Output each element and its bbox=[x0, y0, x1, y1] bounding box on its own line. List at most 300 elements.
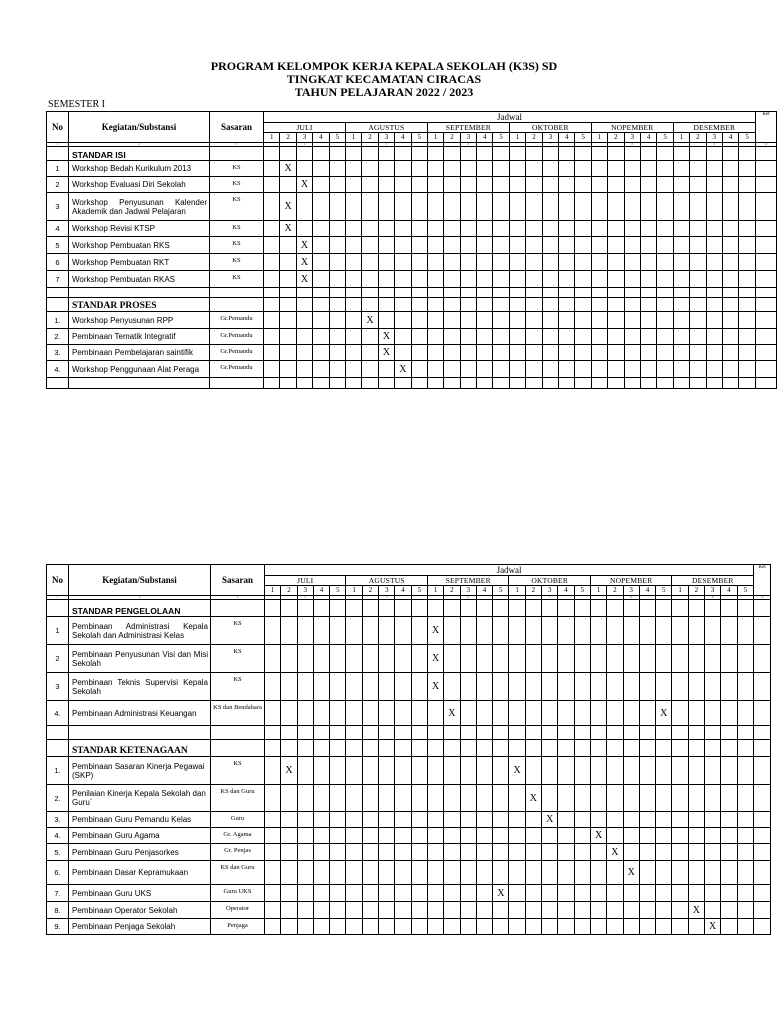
activity-name: Workshop Pembuatan RKAS bbox=[69, 271, 210, 288]
empty-cell bbox=[427, 378, 443, 389]
schedule-cell bbox=[460, 237, 476, 254]
schedule-cell bbox=[329, 271, 345, 288]
empty-cell bbox=[624, 147, 640, 161]
activity-row bbox=[47, 193, 777, 221]
schedule-cell bbox=[362, 237, 378, 254]
schedule-cell bbox=[607, 645, 623, 673]
row-number: 4. bbox=[47, 361, 69, 378]
empty-cell bbox=[264, 298, 280, 312]
schedule-cell bbox=[296, 161, 312, 177]
empty-cell bbox=[395, 600, 411, 617]
week-number: 3 bbox=[623, 586, 639, 596]
week-number: 3 bbox=[296, 133, 312, 143]
activity-name: Pembinaan Administrasi Kepala Sekolah dan Administrasi Kelas bbox=[69, 617, 211, 645]
schedule-cell bbox=[640, 237, 656, 254]
schedule-cell bbox=[395, 329, 411, 345]
schedule-cell bbox=[672, 828, 688, 844]
schedule-cell bbox=[509, 812, 525, 828]
empty-cell bbox=[444, 600, 460, 617]
schedule-cell bbox=[526, 237, 542, 254]
empty-cell bbox=[755, 298, 776, 312]
section-row bbox=[47, 740, 771, 757]
empty-cell bbox=[281, 726, 297, 740]
schedule-cell bbox=[460, 812, 476, 828]
empty-cell bbox=[673, 147, 689, 161]
column-index: 12 bbox=[755, 143, 776, 147]
week-number: 5 bbox=[575, 133, 591, 143]
empty-cell bbox=[542, 298, 558, 312]
activity-row bbox=[47, 885, 771, 902]
schedule-cell bbox=[477, 312, 493, 329]
schedule-cell bbox=[591, 193, 607, 221]
schedule-cell bbox=[739, 361, 756, 378]
schedule-cell bbox=[525, 812, 541, 828]
schedule-cell bbox=[608, 271, 624, 288]
schedule-cell bbox=[493, 177, 509, 193]
schedule-cell bbox=[558, 812, 574, 828]
schedule-cell bbox=[476, 885, 492, 902]
week-number: 4 bbox=[639, 586, 655, 596]
schedule-cell bbox=[313, 812, 329, 828]
target-audience: Gr.Pemandu bbox=[210, 361, 264, 378]
schedule-cell bbox=[673, 177, 689, 193]
empty-cell bbox=[672, 600, 688, 617]
schedule-cell bbox=[509, 177, 525, 193]
schedule-cell bbox=[575, 161, 591, 177]
document-title-block bbox=[0, 60, 768, 99]
empty-cell bbox=[525, 740, 541, 757]
schedule-cell bbox=[264, 237, 280, 254]
ket-cell bbox=[755, 312, 776, 329]
ket-cell bbox=[754, 812, 771, 828]
schedule-cell bbox=[722, 254, 738, 271]
month-header: NOPEMBER bbox=[590, 576, 671, 586]
schedule-cell bbox=[688, 812, 704, 828]
schedule-cell bbox=[574, 844, 590, 861]
schedule-cell bbox=[460, 221, 476, 237]
empty-cell bbox=[739, 378, 756, 389]
schedule-cell bbox=[706, 237, 722, 254]
schedule-cell bbox=[590, 785, 606, 812]
schedule-mark: X bbox=[542, 812, 558, 828]
row-number: 4 bbox=[47, 221, 69, 237]
schedule-cell bbox=[558, 785, 574, 812]
section-row bbox=[47, 147, 777, 161]
column-index: 6 bbox=[460, 143, 476, 147]
schedule-cell bbox=[329, 221, 345, 237]
schedule-cell bbox=[558, 828, 574, 844]
schedule-cell bbox=[690, 345, 706, 361]
activity-name: Pembinaan Sasaran Kinerja Pegawai (SKP) bbox=[69, 757, 211, 785]
schedule-cell bbox=[590, 885, 606, 902]
schedule-cell bbox=[476, 812, 492, 828]
target-audience: Gr.Pemandu bbox=[210, 345, 264, 361]
empty-cell bbox=[656, 600, 672, 617]
schedule-cell bbox=[313, 902, 329, 919]
schedule-cell bbox=[509, 701, 525, 726]
schedule-cell bbox=[526, 177, 542, 193]
schedule-cell bbox=[542, 673, 558, 701]
schedule-cell bbox=[672, 673, 688, 701]
target-audience: Gr.Pemandu bbox=[210, 312, 264, 329]
schedule-cell bbox=[362, 193, 378, 221]
schedule-cell bbox=[378, 254, 394, 271]
empty-cell bbox=[362, 298, 378, 312]
activity-name: Penilaian Kinerja Kepala Sekolah dan Guru` bbox=[69, 785, 211, 812]
schedule-cell bbox=[477, 193, 493, 221]
schedule-cell bbox=[509, 161, 525, 177]
week-number: 1 bbox=[591, 133, 607, 143]
schedule-cell bbox=[623, 902, 639, 919]
activity-row bbox=[47, 828, 771, 844]
empty-cell bbox=[47, 726, 69, 740]
schedule-cell bbox=[313, 271, 329, 288]
schedule-cell bbox=[739, 193, 756, 221]
month-header: DESEMBER bbox=[673, 123, 755, 133]
empty-cell bbox=[559, 378, 575, 389]
empty-cell bbox=[313, 378, 329, 389]
schedule-cell bbox=[525, 757, 541, 785]
schedule-cell bbox=[297, 885, 313, 902]
week-number: 5 bbox=[493, 586, 509, 596]
empty-cell bbox=[639, 726, 655, 740]
empty-cell bbox=[673, 298, 689, 312]
column-index: 7 bbox=[542, 596, 558, 600]
schedule-cell bbox=[590, 673, 606, 701]
schedule-cell bbox=[296, 345, 312, 361]
empty-cell bbox=[590, 726, 606, 740]
schedule-cell bbox=[330, 757, 346, 785]
schedule-cell bbox=[526, 254, 542, 271]
empty-cell bbox=[477, 147, 493, 161]
empty-cell bbox=[688, 740, 704, 757]
schedule-cell bbox=[640, 193, 656, 221]
empty-cell bbox=[296, 378, 312, 389]
schedule-cell bbox=[444, 645, 460, 673]
schedule-cell bbox=[739, 161, 756, 177]
schedule-cell bbox=[346, 617, 362, 645]
empty-cell bbox=[297, 726, 313, 740]
column-index: 5 bbox=[379, 596, 395, 600]
empty-cell bbox=[542, 726, 558, 740]
empty-cell bbox=[345, 147, 361, 161]
week-number: 3 bbox=[460, 586, 476, 596]
schedule-cell bbox=[493, 919, 509, 935]
schedule-cell bbox=[639, 785, 655, 812]
schedule-cell bbox=[411, 237, 427, 254]
schedule-cell bbox=[673, 329, 689, 345]
week-number: 3 bbox=[542, 133, 558, 143]
schedule-cell bbox=[313, 701, 329, 726]
schedule-cell bbox=[460, 271, 476, 288]
schedule-cell bbox=[623, 919, 639, 935]
schedule-cell bbox=[281, 861, 297, 885]
schedule-cell bbox=[264, 254, 280, 271]
schedule-cell bbox=[591, 237, 607, 254]
schedule-cell bbox=[509, 361, 525, 378]
schedule-cell bbox=[656, 919, 672, 935]
empty-cell bbox=[739, 288, 756, 298]
schedule-cell bbox=[690, 271, 706, 288]
empty-cell bbox=[574, 740, 590, 757]
empty-cell bbox=[509, 600, 525, 617]
schedule-mark: X bbox=[296, 271, 312, 288]
week-number: 5 bbox=[737, 586, 754, 596]
schedule-cell bbox=[444, 221, 460, 237]
schedule-cell bbox=[444, 193, 460, 221]
activity-name: Workshop Penyusunan Kalender Akademik dan Jadwal Pelajaran bbox=[69, 193, 210, 221]
schedule-cell bbox=[265, 757, 281, 785]
schedule-cell bbox=[739, 271, 756, 288]
schedule-cell bbox=[444, 861, 460, 885]
column-header-ket: Ket bbox=[755, 112, 776, 143]
target-audience: KS dan Guru bbox=[211, 785, 265, 812]
schedule-cell bbox=[460, 785, 476, 812]
week-number: 5 bbox=[739, 133, 756, 143]
schedule-cell bbox=[672, 785, 688, 812]
week-number: 4 bbox=[476, 586, 492, 596]
schedule-cell bbox=[329, 177, 345, 193]
week-number: 1 bbox=[509, 133, 525, 143]
schedule-cell bbox=[639, 861, 655, 885]
schedule-cell bbox=[737, 757, 754, 785]
target-audience: KS bbox=[210, 271, 264, 288]
schedule-cell bbox=[542, 828, 558, 844]
schedule-cell bbox=[411, 885, 427, 902]
empty-cell bbox=[591, 288, 607, 298]
schedule-cell bbox=[362, 828, 378, 844]
schedule-cell bbox=[525, 885, 541, 902]
schedule-cell bbox=[460, 645, 476, 673]
schedule-cell bbox=[395, 673, 411, 701]
schedule-cell bbox=[264, 177, 280, 193]
activity-name: Workshop Revisi KTSP bbox=[69, 221, 210, 237]
schedule-cell bbox=[608, 345, 624, 361]
schedule-cell bbox=[542, 254, 558, 271]
ket-cell bbox=[754, 785, 771, 812]
empty-cell bbox=[526, 378, 542, 389]
schedule-cell bbox=[330, 885, 346, 902]
schedule-cell bbox=[427, 844, 443, 861]
week-number: 5 bbox=[411, 586, 427, 596]
empty-cell bbox=[690, 288, 706, 298]
schedule-cell bbox=[705, 645, 721, 673]
schedule-cell bbox=[705, 785, 721, 812]
schedule-cell bbox=[378, 237, 394, 254]
empty-cell bbox=[657, 378, 673, 389]
schedule-cell bbox=[493, 701, 509, 726]
schedule-cell bbox=[444, 902, 460, 919]
schedule-cell bbox=[673, 161, 689, 177]
empty-cell bbox=[362, 288, 378, 298]
ket-cell bbox=[754, 673, 771, 701]
schedule-cell bbox=[640, 345, 656, 361]
schedule-cell bbox=[509, 329, 525, 345]
empty-cell bbox=[639, 740, 655, 757]
month-header: AGUSTUS bbox=[345, 123, 427, 133]
schedule-cell bbox=[525, 617, 541, 645]
schedule-cell bbox=[330, 919, 346, 935]
week-number: 3 bbox=[379, 586, 395, 596]
ket-cell bbox=[754, 617, 771, 645]
schedule-cell bbox=[330, 673, 346, 701]
schedule-cell bbox=[640, 361, 656, 378]
schedule-cell bbox=[624, 161, 640, 177]
schedule-cell bbox=[690, 254, 706, 271]
column-index: 12 bbox=[754, 596, 771, 600]
row-number: 3. bbox=[47, 345, 69, 361]
schedule-cell bbox=[313, 177, 329, 193]
schedule-cell bbox=[493, 828, 509, 844]
schedule-cell bbox=[575, 193, 591, 221]
schedule-cell bbox=[330, 844, 346, 861]
ket-cell bbox=[754, 828, 771, 844]
schedule-cell bbox=[722, 312, 738, 329]
empty-cell bbox=[624, 298, 640, 312]
schedule-cell bbox=[411, 193, 427, 221]
schedule-cell bbox=[722, 329, 738, 345]
schedule-cell bbox=[737, 701, 754, 726]
empty-cell bbox=[411, 298, 427, 312]
schedule-cell bbox=[264, 329, 280, 345]
schedule-cell bbox=[574, 812, 590, 828]
schedule-cell bbox=[378, 221, 394, 237]
empty-cell bbox=[313, 288, 329, 298]
schedule-cell bbox=[411, 617, 427, 645]
schedule-cell bbox=[329, 312, 345, 329]
schedule-cell bbox=[411, 345, 427, 361]
activity-row bbox=[47, 617, 771, 645]
schedule-cell bbox=[460, 254, 476, 271]
row-number: 2. bbox=[47, 329, 69, 345]
empty-cell bbox=[47, 288, 69, 298]
schedule-cell bbox=[395, 919, 411, 935]
empty-cell bbox=[362, 726, 378, 740]
schedule-cell bbox=[265, 701, 281, 726]
empty-cell bbox=[721, 740, 737, 757]
activity-name: Pembinaan Dasar Kepramukaan bbox=[69, 861, 211, 885]
schedule-cell bbox=[427, 254, 443, 271]
schedule-cell bbox=[411, 254, 427, 271]
empty-cell bbox=[705, 600, 721, 617]
schedule-cell bbox=[639, 757, 655, 785]
schedule-cell bbox=[427, 701, 443, 726]
empty-cell bbox=[280, 147, 296, 161]
row-number: 3 bbox=[47, 193, 69, 221]
column-index: 5 bbox=[378, 143, 394, 147]
schedule-cell bbox=[346, 701, 362, 726]
schedule-cell bbox=[574, 757, 590, 785]
month-header: JULI bbox=[265, 576, 346, 586]
schedule-cell bbox=[346, 828, 362, 844]
empty-cell bbox=[477, 378, 493, 389]
schedule-cell bbox=[690, 237, 706, 254]
schedule-cell bbox=[280, 329, 296, 345]
schedule-cell bbox=[509, 844, 525, 861]
schedule-cell bbox=[493, 271, 509, 288]
schedule-cell bbox=[265, 812, 281, 828]
empty-cell bbox=[444, 147, 460, 161]
schedule-cell bbox=[542, 861, 558, 885]
schedule-cell bbox=[395, 885, 411, 902]
empty-cell bbox=[313, 298, 329, 312]
empty-cell bbox=[379, 740, 395, 757]
schedule-cell bbox=[411, 312, 427, 329]
empty-cell bbox=[542, 288, 558, 298]
ket-cell bbox=[755, 329, 776, 345]
week-number: 4 bbox=[559, 133, 575, 143]
activity-name: Pembinaan Pembelajaran saintifik bbox=[69, 345, 210, 361]
schedule-cell bbox=[590, 902, 606, 919]
schedule-cell bbox=[477, 361, 493, 378]
schedule-cell bbox=[281, 919, 297, 935]
schedule-cell bbox=[574, 828, 590, 844]
target-audience: KS bbox=[211, 757, 265, 785]
schedule-cell bbox=[721, 885, 737, 902]
schedule-cell bbox=[737, 885, 754, 902]
empty-cell bbox=[47, 378, 69, 389]
column-index: 3 bbox=[211, 596, 265, 600]
empty-cell bbox=[575, 147, 591, 161]
week-number: 4 bbox=[477, 133, 493, 143]
schedule-cell bbox=[688, 617, 704, 645]
schedule-cell bbox=[591, 271, 607, 288]
schedule-cell bbox=[558, 861, 574, 885]
schedule-cell bbox=[362, 271, 378, 288]
schedule-cell bbox=[379, 861, 395, 885]
schedule-cell bbox=[673, 254, 689, 271]
month-header: DESEMBER bbox=[672, 576, 754, 586]
schedule-cell bbox=[477, 161, 493, 177]
schedule-mark: X bbox=[280, 193, 296, 221]
schedule-cell bbox=[362, 902, 378, 919]
schedule-cell bbox=[460, 161, 476, 177]
schedule-cell bbox=[526, 161, 542, 177]
schedule-cell bbox=[542, 902, 558, 919]
schedule-cell bbox=[574, 673, 590, 701]
empty-cell bbox=[737, 726, 754, 740]
schedule-cell bbox=[411, 221, 427, 237]
empty-cell bbox=[559, 147, 575, 161]
empty-cell bbox=[345, 288, 361, 298]
target-audience: KS bbox=[211, 645, 265, 673]
schedule-cell bbox=[640, 312, 656, 329]
schedule-cell bbox=[590, 919, 606, 935]
empty-cell bbox=[509, 298, 525, 312]
schedule-cell bbox=[493, 329, 509, 345]
schedule-mark: X bbox=[378, 345, 394, 361]
schedule-cell bbox=[607, 785, 623, 812]
empty-cell bbox=[705, 740, 721, 757]
schedule-cell bbox=[624, 193, 640, 221]
schedule-cell bbox=[526, 221, 542, 237]
schedule-cell bbox=[722, 177, 738, 193]
schedule-cell bbox=[280, 345, 296, 361]
schedule-cell bbox=[673, 237, 689, 254]
schedule-cell bbox=[395, 844, 411, 861]
schedule-cell bbox=[265, 828, 281, 844]
empty-cell bbox=[411, 147, 427, 161]
schedule-cell bbox=[329, 329, 345, 345]
ket-cell bbox=[754, 902, 771, 919]
schedule-cell bbox=[509, 254, 525, 271]
schedule-cell bbox=[281, 812, 297, 828]
schedule-cell bbox=[525, 902, 541, 919]
empty-cell bbox=[329, 288, 345, 298]
schedule-cell bbox=[575, 312, 591, 329]
schedule-cell bbox=[378, 271, 394, 288]
schedule-cell bbox=[395, 701, 411, 726]
